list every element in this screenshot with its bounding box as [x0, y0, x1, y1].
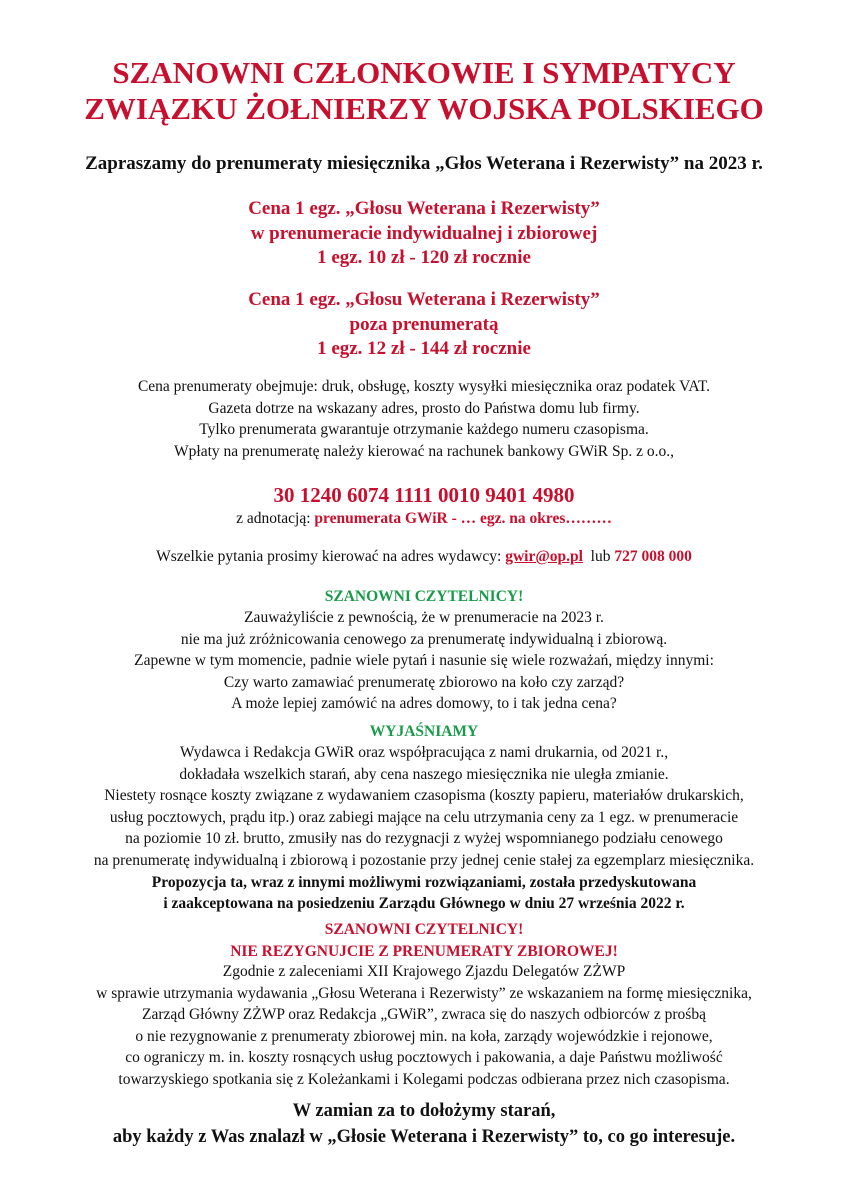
email-link[interactable]: gwir@op.pl [505, 548, 583, 565]
explain-heading: WYJAŚNIAMY [369, 723, 479, 740]
title-line-1: SZANOWNI CZŁONKOWIE I SYMPATYCY [112, 55, 736, 90]
invitation-text: Zapraszamy do prenumeraty miesięcznika „Głos Weterana i Rezerwisty” na 2023 r. [85, 153, 763, 174]
title-line-2: ZWIĄZKU ŻOŁNIERZY WOJSKA POLSKIEGO [84, 91, 764, 126]
price-subscription: Cena 1 egz. „Głosu Weterana i Rezerwisty” w prenumeracie indywidualnej i zbiorowej 1 egz. 10 zł - 120 zł rocznie [248, 198, 600, 268]
bank-note-value: prenumerata GWiR - … egz. na okres……… [314, 510, 612, 527]
subscription-info [0, 376, 848, 462]
page-title [0, 55, 848, 127]
bank-note [0, 508, 848, 530]
readers-heading: SZANOWNI CZYTELNICY! [324, 588, 524, 605]
explain-paragraph: Wydawca i Redakcja GWiR oraz współpracująca z nami drukarnia, od 2021 r., dokładała wszelkich starań, aby cena naszego miesięcznika nie uległa zmianie. Niestety rosnące koszty związane z wydawaniem czasopisma (koszty papieru, materiałów drukarskich, usług pocztowych, prądu itp.) oraz zabiegi mające na celu utrzymania ceny za 1 egz. w prenumeracie na poziomie 10 zł. brutto, zmusiły nas do rezygnacji z wyżej wspomnianego podziału cenowego na prenumeratę indywidualną i zbiorową i pozostanie przy jednej cenie stałej za egzemplarz miesięcznika. Propozycja ta, wraz z innymi możliwymi rozwiązaniami, została przedyskutowana i zaakceptowana na posiedzeniu Zarządu Głównego w dniu 27 września 2022 r. [93, 744, 755, 913]
price-single: Cena 1 egz. „Głosu Weterana i Rezerwisty” poza prenumeratą 1 egz. 12 zł - 144 zł rocznie [248, 289, 600, 359]
info-line: Wpłaty na prenumeratę należy kierować na rachunek bankowy GWiR Sp. z o.o., [174, 442, 674, 460]
info-line: Gazeta dotrze na wskazany adres, prosto do Państwa domu lub firmy. [208, 399, 640, 417]
bank-account-number: 30 1240 6074 1111 0010 9401 4980 [273, 483, 575, 507]
phone-number: 727 008 000 [614, 548, 692, 565]
contact-or: lub [590, 548, 611, 565]
readers2-heading: SZANOWNI CZYTELNICY! NIE REZYGNUJCIE Z PRENUMERATY ZBIOROWEJ! [230, 921, 618, 960]
contact-prefix: Wszelkie pytania prosimy kierować na adres wydawcy: [156, 548, 502, 565]
readers-paragraph: Zauważyliście z pewnością, że w prenumeracie na 2023 r. nie ma już zróżnicowania cenowego za prenumeratę indywidualną i zbiorową. Zapewne w tym momencie, padnie wiele pytań i nasunie się wiele rozważań, między innymi: Czy warto zamawiać prenumeratę zbiorowo na koło czy zarząd? A może lepiej zamówić na adres domowy, to i tak jedna cena? [134, 609, 714, 713]
contact-line [0, 546, 848, 568]
info-line: Tylko prenumerata gwarantuje otrzymanie każdego numeru czasopisma. [199, 421, 649, 439]
info-line: Cena prenumeraty obejmuje: druk, obsługę, koszty wysyłki miesięcznika oraz podatek VAT. [137, 378, 711, 395]
closing-message: W zamian za to dołożymy starań, aby każdy z Was znalazł w „Głosie Weterana i Rezerwisty” to, co go interesuje. [112, 1101, 736, 1147]
readers2-paragraph: Zgodnie z zaleceniami XII Krajowego Zjazdu Delegatów ZŻWP w sprawie utrzymania wydawania „Głosu Weterana i Rezerwisty” ze wskazaniem na formę miesięcznika, Zarząd Główny ZŻWP oraz Redakcja „GWiR”, zwraca się do naszych odbiorców z prośbą o nie rezygnowanie z prenumeraty zbiorowej min. na koła, zarządy wojewódzkie i rejonowe, co ograniczy m. in. koszty rosnących usług pocztowych i pakowania, a daje Państwu możliwość towarzyskiego spotkania się z Koleżankami i Kolegami podczas odbierana przez nich czasopisma. [96, 963, 752, 1088]
bank-note-prefix: z adnotacją: [236, 510, 311, 527]
